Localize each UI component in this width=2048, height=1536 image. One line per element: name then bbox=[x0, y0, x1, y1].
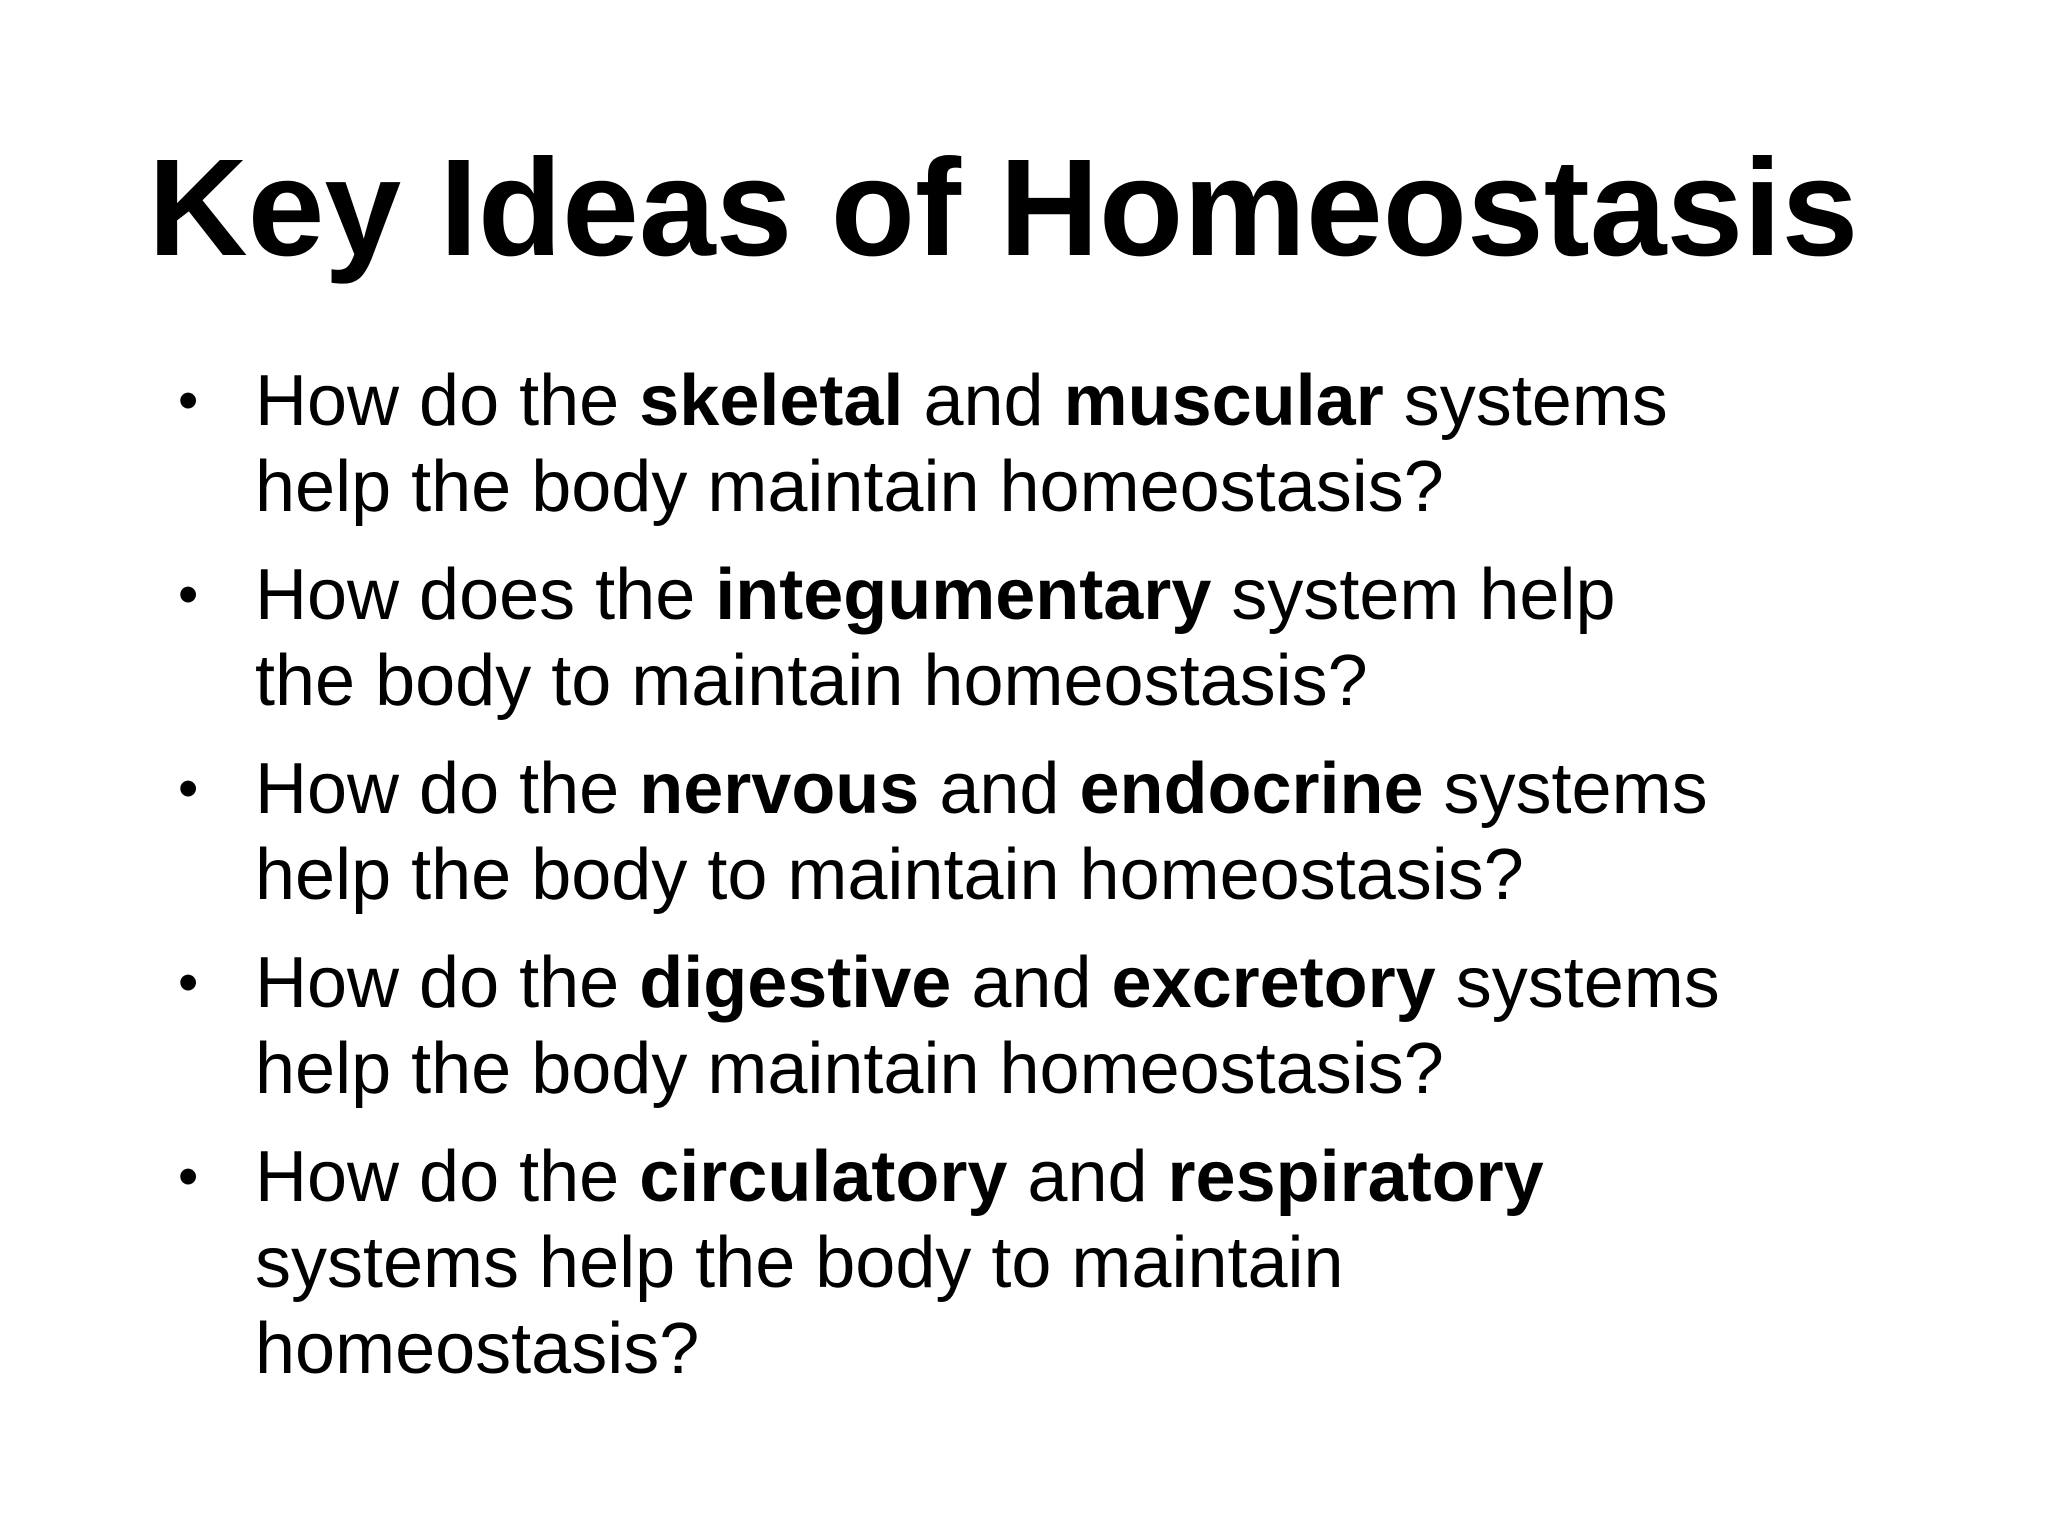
text-run: How do the bbox=[255, 1137, 640, 1217]
bullet-item-circulatory-respiratory bbox=[170, 1134, 1930, 1392]
text-run: systems bbox=[1383, 361, 1668, 441]
bullet-list bbox=[170, 358, 1930, 1414]
bullet-dot-icon: • bbox=[178, 562, 199, 627]
bullet-line: homeostasis? bbox=[255, 1309, 700, 1389]
bullet-item-digestive-excretory bbox=[170, 940, 1930, 1112]
bullet-line: the body to maintain homeostasis? bbox=[255, 641, 1368, 721]
text-run: How do the bbox=[255, 361, 640, 441]
text-run: How do the bbox=[255, 749, 640, 829]
text-run: systems bbox=[1435, 943, 1720, 1023]
bold-term: circulatory bbox=[639, 1137, 1008, 1217]
bullet-dot-icon: • bbox=[178, 950, 199, 1015]
bullet-line: help the body to maintain homeostasis? bbox=[255, 835, 1524, 915]
text-run: and bbox=[903, 361, 1064, 441]
bullet-item-integumentary bbox=[170, 552, 1930, 724]
bullet-line: help the body maintain homeostasis? bbox=[255, 1029, 1444, 1109]
text-run: and bbox=[951, 943, 1112, 1023]
bullet-dot-icon: • bbox=[178, 756, 199, 821]
bold-term: excretory bbox=[1111, 943, 1436, 1023]
slide-title: Key Ideas of Homeostasis bbox=[148, 131, 1859, 285]
text-run: How does the bbox=[255, 555, 716, 635]
text-run: and bbox=[1007, 1137, 1168, 1217]
bullet-line bbox=[255, 1134, 1930, 1220]
bullet-line bbox=[255, 746, 1930, 832]
bullet-dot-icon: • bbox=[178, 1144, 199, 1209]
bullet-line bbox=[255, 940, 1930, 1026]
bold-term: endocrine bbox=[1079, 749, 1424, 829]
bold-term: digestive bbox=[639, 943, 952, 1023]
bullet-item-skeletal-muscular bbox=[170, 358, 1930, 530]
bullet-line bbox=[255, 358, 1930, 444]
bullet-line: help the body maintain homeostasis? bbox=[255, 447, 1444, 527]
bold-term: nervous bbox=[639, 749, 920, 829]
text-run: How do the bbox=[255, 943, 640, 1023]
bold-term: skeletal bbox=[639, 361, 904, 441]
text-run: and bbox=[919, 749, 1080, 829]
bold-term: integumentary bbox=[715, 555, 1212, 635]
text-run: system help bbox=[1211, 555, 1616, 635]
bullet-line: systems help the body to maintain bbox=[255, 1223, 1344, 1303]
text-run: systems bbox=[1423, 749, 1708, 829]
bullet-dot-icon: • bbox=[178, 368, 199, 433]
bold-term: respiratory bbox=[1167, 1137, 1544, 1217]
bullet-line bbox=[255, 552, 1930, 638]
bold-term: muscular bbox=[1063, 361, 1384, 441]
bullet-item-nervous-endocrine bbox=[170, 746, 1930, 918]
